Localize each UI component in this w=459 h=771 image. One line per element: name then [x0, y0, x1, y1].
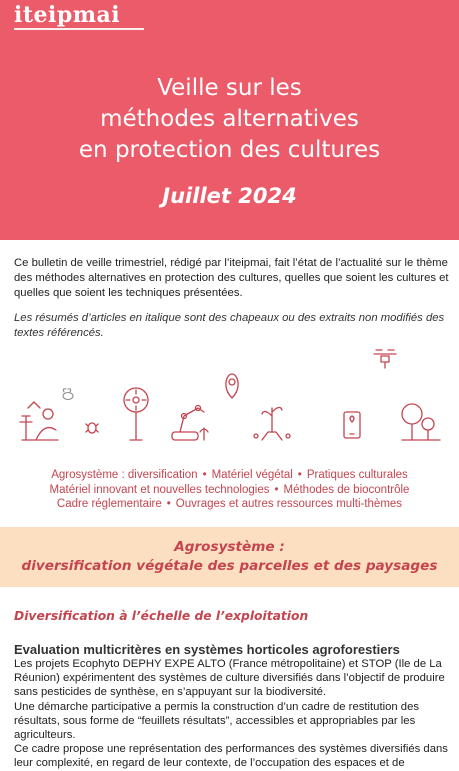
- topic-link-biocontrole[interactable]: Méthodes de biocontrôle: [283, 483, 410, 496]
- topics-row-3: [0, 497, 459, 512]
- article-body: [14, 657, 450, 771]
- topic-separator: •: [202, 469, 207, 481]
- header-banner: [0, 0, 459, 240]
- topic-link-materiel-vegetal[interactable]: Matériel végétal: [211, 469, 293, 481]
- topic-link-diversification[interactable]: Agrosystème : diversification: [51, 469, 198, 481]
- topic-separator: •: [297, 469, 302, 481]
- title-line-2: méthodes alternatives: [100, 106, 359, 132]
- topics-row-2: [0, 483, 459, 498]
- intro-paragraph: Ce bulletin de veille trimestriel, rédigé par l’iteipmai, fait l’état de l’actualité sur le thème des méthodes alternatives en protection des cultures, quelles que soient les cultures et quelles que soient les techniques présentées.: [14, 257, 449, 299]
- robot-arm-icon: [172, 406, 208, 441]
- location-plant-icon: [226, 374, 238, 398]
- article-paragraph-1: Les projets Ecophyto DEPHY EXPE ALTO (France métropolitaine) et STOP (Ile de La Réunion) expérimentent des systèmes de culture diversifiés dans l’objectif de produire sans pesticides de synthèse, en s’appuyant sur la biodiversité.: [14, 658, 445, 699]
- topic-separator: •: [166, 498, 171, 510]
- intro-note: Les résumés d’articles en italique sont des chapeaux ou des extraits non modifiés des textes référencés.: [14, 312, 445, 339]
- trees-icon: [402, 404, 440, 440]
- issue-date: Juillet 2024: [162, 184, 297, 208]
- topic-link-cadre-reglementaire[interactable]: Cadre réglementaire: [56, 498, 162, 510]
- subsection-heading: Diversification à l’échelle de l’exploitation: [14, 609, 309, 623]
- topic-link-ouvrages[interactable]: Ouvrages et autres ressources multi-thèmes: [175, 498, 403, 510]
- landscape-icon: [20, 402, 58, 440]
- bee-icon: [63, 389, 73, 400]
- topic-link-materiel-innovant[interactable]: Matériel innovant et nouvelles technologies: [49, 483, 270, 496]
- topics-row-1: [0, 468, 459, 483]
- title-line-3: en protection des cultures: [78, 137, 381, 163]
- article-title[interactable]: Evaluation multicritères en systèmes horticoles agroforestiers: [14, 642, 400, 657]
- topic-link-pratiques-culturales[interactable]: Pratiques culturales: [306, 469, 408, 481]
- smartphone-icon: [344, 412, 360, 438]
- section-heading: [0, 538, 459, 576]
- newsletter-title: [0, 73, 459, 166]
- topics-list: [0, 468, 459, 512]
- drone-icon: [374, 350, 396, 368]
- theme-illustration: [0, 342, 459, 452]
- article-paragraph-2: Une démarche participative a permis la construction d’un cadre de restitution des résultats, sous forme de “feuillets résultats”, accessibles et appropriables par les agriculteurs.: [14, 700, 420, 742]
- title-line-1: Veille sur les: [157, 75, 302, 101]
- topic-separator: •: [274, 483, 279, 496]
- section-heading-line-2: diversification végétale des parcelles et des paysages: [21, 558, 438, 574]
- section-heading-line-1: Agrosystème :: [174, 539, 285, 555]
- logo[interactable]: iteipmai: [14, 2, 121, 28]
- flower-icon: [124, 388, 148, 440]
- bug-icon: [86, 423, 98, 433]
- plant-network-icon: [254, 407, 290, 440]
- article-paragraph-3: Ce cadre propose une représentation des performances des systèmes diversifiés dans leur complexité, en regard de leur contexte, de l’occupation des espaces et de: [14, 743, 448, 770]
- logo-underline: [14, 28, 144, 30]
